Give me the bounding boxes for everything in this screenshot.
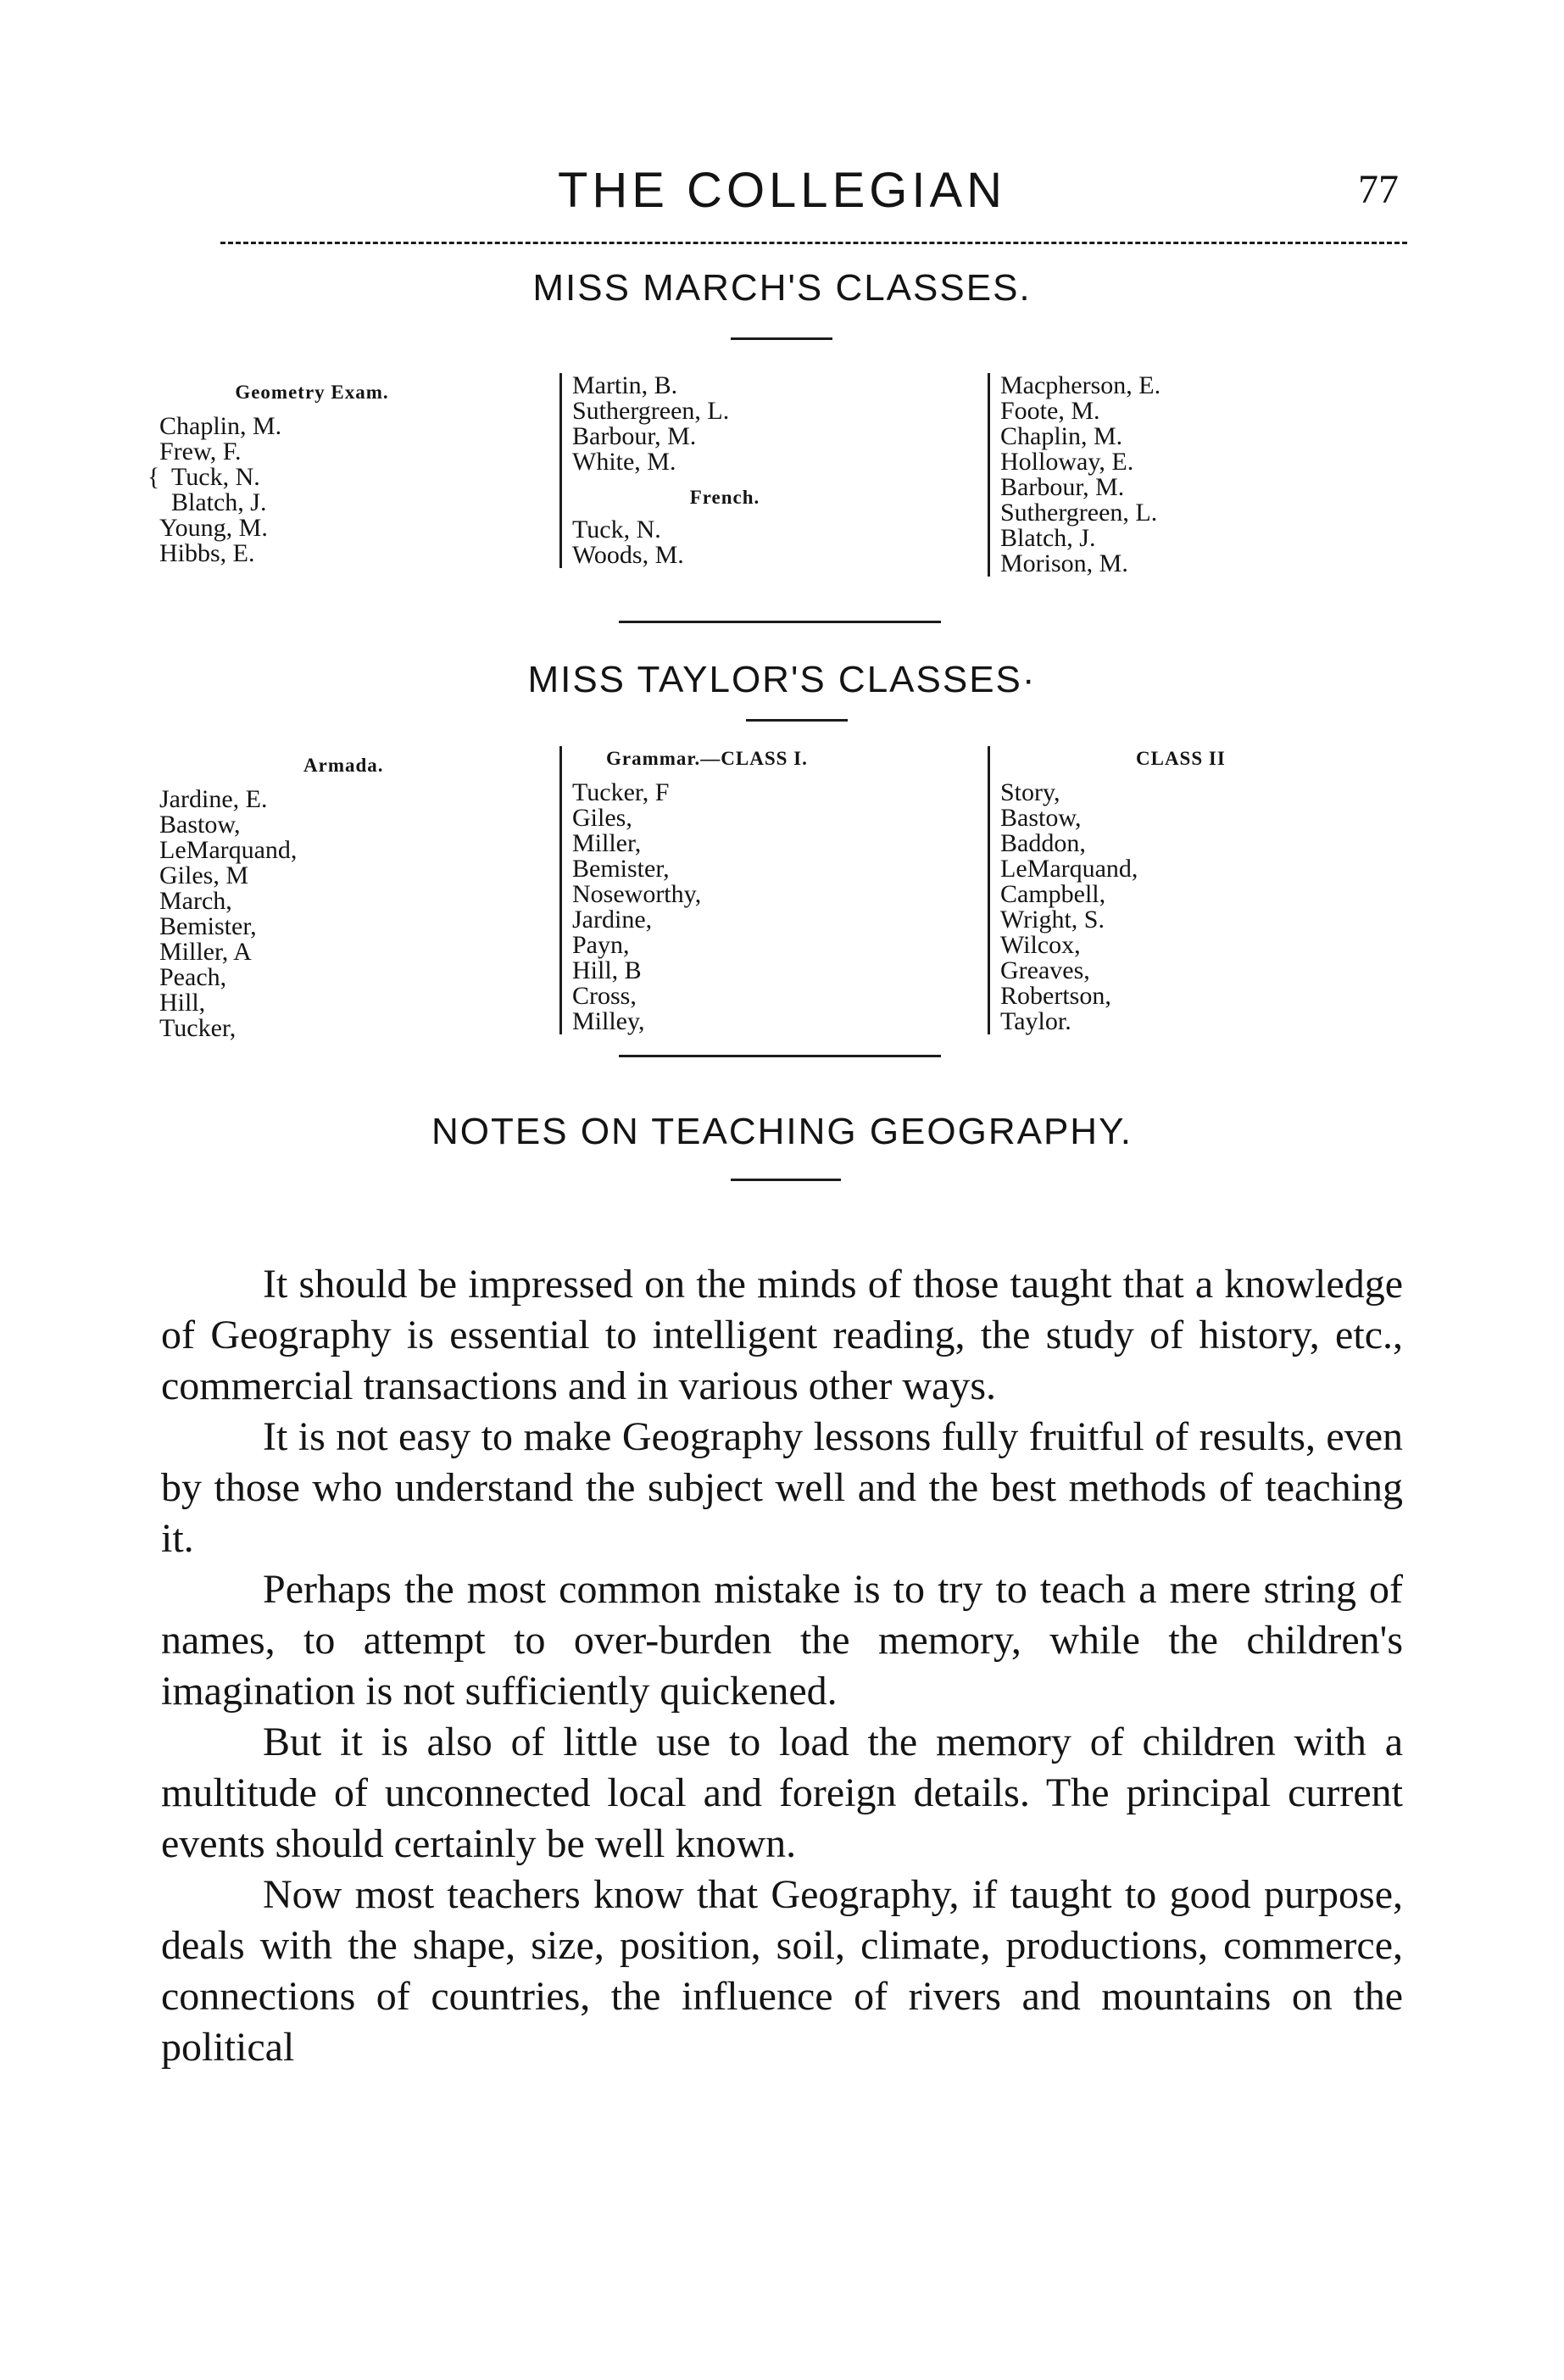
list-item: Foote, M.	[1000, 397, 1100, 425]
notes-heading: NOTES ON TEACHING GEOGRAPHY.	[431, 1111, 1133, 1152]
list-item: Baddon,	[1000, 829, 1086, 857]
list-item: Tucker, F	[572, 778, 670, 806]
armada-column	[159, 753, 481, 1041]
list-item: Robertson,	[1000, 982, 1111, 1010]
list-item: Miller,	[572, 829, 642, 857]
list-item: Chaplin, M.	[159, 412, 282, 440]
march-middle-column	[559, 373, 877, 568]
list-item: Suthergreen, L.	[1000, 499, 1158, 527]
grammar-heading: Grammar.—CLASS I.	[606, 748, 808, 769]
armada-heading: Armada.	[303, 755, 384, 776]
list-item: Miller, A	[159, 938, 252, 966]
list-item: Milley,	[572, 1007, 645, 1035]
list-item: Tuck, N.	[572, 516, 661, 543]
list-item: Jardine, E.	[159, 785, 268, 813]
march-right-column	[988, 373, 1356, 577]
list-item: White, M.	[572, 448, 676, 476]
list-item: Wilcox,	[1000, 931, 1081, 959]
list-item: Barbour, M.	[572, 422, 697, 450]
page-number: 77	[1358, 167, 1399, 212]
class-two-heading: CLASS II	[1136, 748, 1226, 769]
paragraph: Perhaps the most common mistake is to try to teach a mere string of names, to attempt to over-burden the memory, while the children's imagination is not sufficiently quickened.	[161, 1567, 1403, 1714]
list-item: Frew, F.	[159, 438, 242, 465]
paragraph: It should be impressed on the minds of those taught that a knowledge of Geography is essential to intelligent reading, the study of history, etc., commercial transactions and in various other ways.	[161, 1262, 1403, 1408]
taylor-section-divider	[619, 1055, 941, 1057]
list-item: Taylor.	[1000, 1007, 1071, 1035]
list-item: Macpherson, E.	[1000, 371, 1161, 399]
french-heading: French.	[689, 487, 760, 508]
geometry-heading: Geometry Exam.	[235, 382, 389, 403]
brace-mark: {	[147, 463, 160, 491]
notes-body	[161, 1259, 1403, 2073]
list-item: Cross,	[572, 982, 637, 1010]
grammar-column	[559, 746, 911, 1034]
list-item: Giles,	[572, 804, 632, 832]
list-item: Bemister,	[572, 855, 670, 883]
list-item: Wright, S.	[1000, 906, 1105, 934]
header-rule	[220, 242, 1407, 244]
paragraph: Now most teachers know that Geography, if taught to good purpose, deals with the shape, size, position, soil, climate, productions, commerce, connections of countries, the influence of rivers and mountains on the political	[161, 1872, 1403, 2070]
list-item: Tucker,	[159, 1014, 237, 1042]
list-item: Holloway, E.	[1000, 448, 1134, 476]
list-item: LeMarquand,	[159, 836, 298, 864]
list-item: Story,	[1000, 778, 1060, 806]
taylor-heading-rule	[746, 719, 848, 722]
paragraph: It is not easy to make Geography lessons fully fruitful of results, even by those who understand the subject well and the best methods of teaching it.	[161, 1414, 1403, 1561]
list-item: Hibbs, E.	[159, 539, 255, 567]
list-item	[147, 463, 465, 491]
march-heading-rule	[731, 337, 832, 340]
list-item: Bastow,	[159, 811, 241, 839]
march-section-divider	[619, 621, 941, 623]
list-item: Suthergreen, L.	[572, 397, 730, 425]
list-item-label: Tuck, N.	[171, 463, 260, 491]
list-item: Bemister,	[159, 912, 257, 940]
list-item: Blatch, J.	[171, 488, 267, 516]
taylor-classes-heading: MISS TAYLOR'S CLASSES·	[527, 659, 1037, 700]
list-item: Hill, B	[572, 956, 642, 984]
list-item: Peach,	[159, 963, 227, 991]
geometry-column	[147, 380, 465, 567]
list-item: Giles, M	[159, 861, 248, 889]
list-item: Blatch, J.	[1000, 524, 1096, 552]
list-item: Barbour, M.	[1000, 473, 1125, 501]
list-item: Jardine,	[572, 906, 653, 934]
list-item: LeMarquand,	[1000, 855, 1138, 883]
list-item: Bastow,	[1000, 804, 1082, 832]
list-item: Chaplin, M.	[1000, 422, 1123, 450]
running-title: THE COLLEGIAN	[557, 163, 1007, 218]
list-item: Hill,	[159, 989, 206, 1017]
class-two-column	[988, 746, 1365, 1034]
list-item: Greaves,	[1000, 956, 1090, 984]
paragraph: But it is also of little use to load the memory of children with a multitude of unconnected local and foreign details. The principal current events should certainly be well known.	[161, 1720, 1403, 1866]
march-classes-heading: MISS MARCH'S CLASSES.	[532, 267, 1032, 309]
list-item: Martin, B.	[572, 371, 678, 399]
list-item: March,	[159, 887, 232, 915]
list-item: Woods, M.	[572, 541, 684, 569]
notes-heading-rule	[731, 1179, 841, 1181]
list-item: Campbell,	[1000, 880, 1106, 908]
list-item: Noseworthy,	[572, 880, 702, 908]
list-item: Payn,	[572, 931, 630, 959]
list-item: Morison, M.	[1000, 549, 1128, 577]
list-item: Young, M.	[159, 514, 268, 542]
